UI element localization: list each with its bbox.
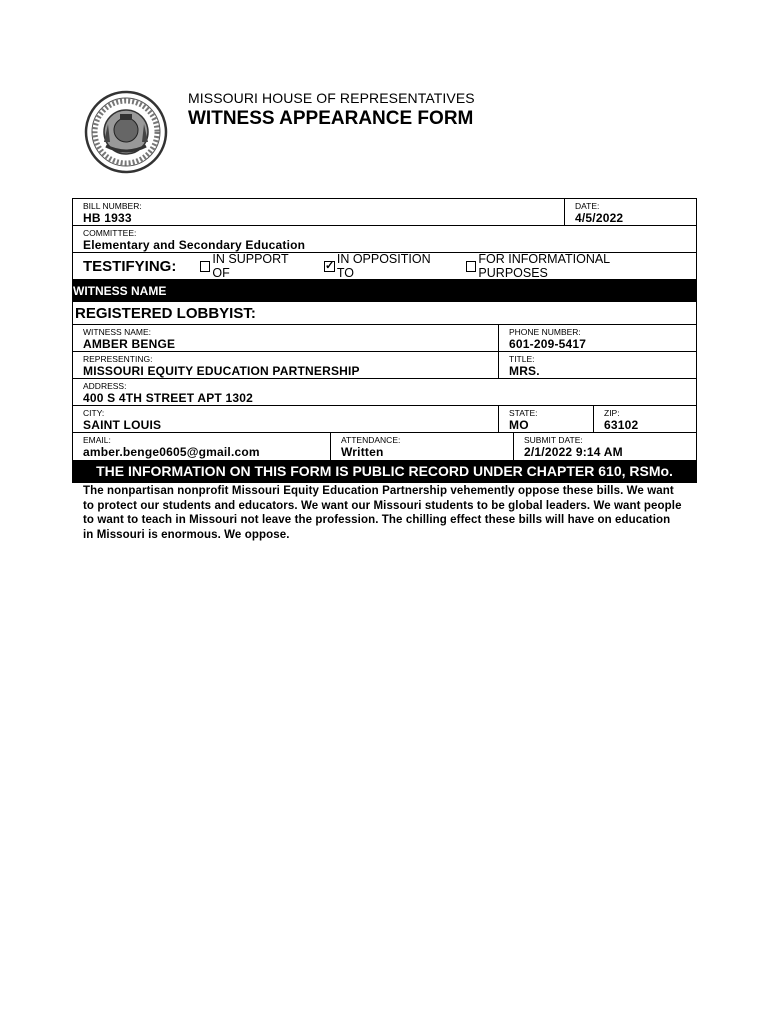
checkbox-in-support[interactable] [200,261,211,272]
option-in-support[interactable] [200,252,308,280]
zip-label: ZIP: [604,408,620,418]
representing-label: REPRESENTING: [83,354,153,364]
phone-value: 601-209-5417 [509,337,587,351]
address-field [73,379,696,405]
registered-lobbyist-heading: REGISTERED LOBBYIST: [73,302,696,325]
witness-name-field [73,325,498,351]
option-in-support-label: IN SUPPORT OF [212,252,289,280]
missouri-seal-icon [84,90,168,174]
witness-name-header: WITNESS NAME [73,280,696,302]
email-field [73,433,330,460]
attendance-label: ATTENDANCE: [341,435,401,445]
phone-label: PHONE NUMBER: [509,327,581,337]
witness-name-value: AMBER BENGE [83,337,176,351]
state-value: MO [509,418,529,432]
date-label: DATE: [575,201,600,211]
header-subtitle: MISSOURI HOUSE OF REPRESENTATIVES [188,90,475,106]
option-in-opposition[interactable] [324,252,450,280]
city-value: SAINT LOUIS [83,418,162,432]
state-field [498,406,593,432]
city-field [73,406,498,432]
testifying-label: TESTIFYING: [83,257,177,275]
committee-label: COMMITTEE: [83,228,137,238]
bill-number-field [73,199,564,225]
option-in-opposition-label: IN OPPOSITION TO [336,252,431,280]
title-value: MRS. [509,364,540,378]
public-record-banner: THE INFORMATION ON THIS FORM IS PUBLIC RECORD UNDER CHAPTER 610, RSMo. [72,460,697,483]
date-field [564,199,696,225]
submit-date-value: 2/1/2022 9:14 AM [524,445,623,459]
city-label: CITY: [83,408,105,418]
representing-value: MISSOURI EQUITY EDUCATION PARTNERSHIP [83,364,360,378]
committee-field [73,226,696,252]
address-value: 400 S 4TH STREET APT 1302 [83,391,253,405]
email-value: amber.benge0605@gmail.com [83,445,260,459]
address-label: ADDRESS: [83,381,127,391]
option-informational[interactable] [466,252,680,280]
zip-field [593,406,696,432]
submit-date-field [513,433,696,460]
submit-date-label: SUBMIT DATE: [524,435,583,445]
committee-value: Elementary and Secondary Education [83,238,306,252]
title-field [498,352,696,378]
phone-field [498,325,696,351]
witness-form [72,198,697,461]
testifying-row [73,253,696,280]
option-informational-label: FOR INFORMATIONAL PURPOSES [478,252,610,280]
attendance-field [330,433,513,460]
date-value: 4/5/2022 [575,211,624,225]
representing-field [73,352,498,378]
title-label: TITLE: [509,354,535,364]
bill-number-label: BILL NUMBER: [83,201,142,211]
testimony-comment: The nonpartisan nonprofit Missouri Equity Education Partnership vehemently oppose these bills. We want to protect our students and educators. We want our Missouri students to be global leaders. We want people to want to teach in Missouri not leave the profession. The chilling effect these bills will have on education in Missouri is enormous. We oppose. [83,485,682,541]
form-title: WITNESS APPEARANCE FORM [188,108,474,129]
zip-value: 63102 [604,418,639,432]
bill-number-value: HB 1933 [83,211,132,225]
email-label: EMAIL: [83,435,111,445]
witness-name-label: WITNESS NAME: [83,327,152,337]
checkbox-informational[interactable] [466,261,477,272]
state-label: STATE: [509,408,538,418]
attendance-value: Written [341,445,384,459]
checkbox-in-opposition[interactable] [324,261,335,272]
